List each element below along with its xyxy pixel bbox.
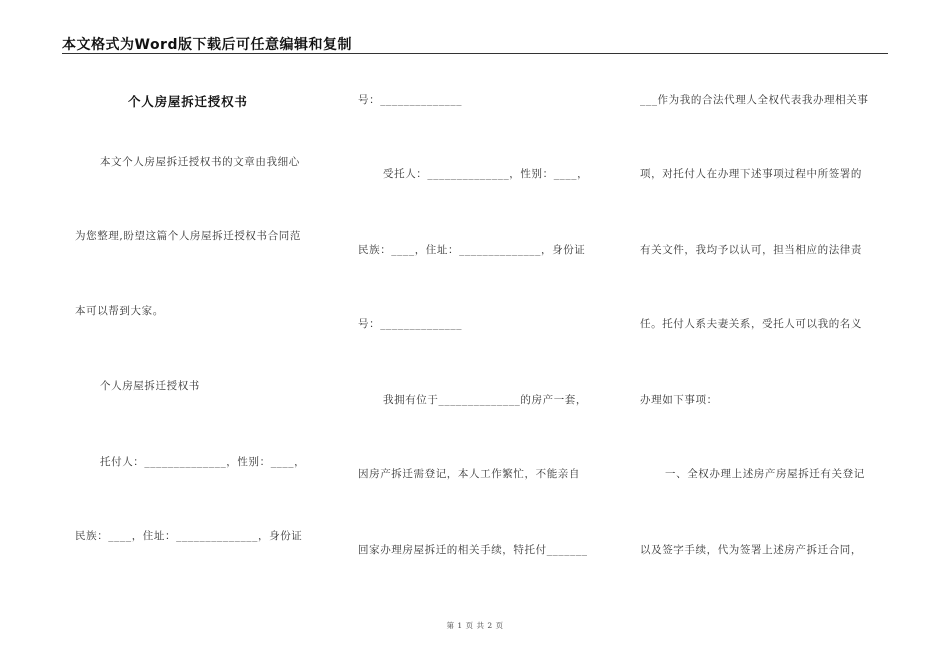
paragraph-line: 本文个人房屋拆迁授权书的文章由我细心 xyxy=(100,156,300,168)
paragraph-line: 一、全权办理上述房产房屋拆迁有关登记 xyxy=(665,468,865,480)
paragraph-line: 号：______________ xyxy=(358,318,463,330)
section-heading: 个人房屋拆迁授权书 xyxy=(100,380,200,392)
page-number: 第 1 页 共 2 页 xyxy=(446,621,504,630)
paragraph-line: 任。托付人系夫妻关系，受托人可以我的名义 xyxy=(640,318,862,330)
paragraph-line: 为您整理,盼望这篇个人房屋拆迁授权书合同范 xyxy=(75,230,301,242)
paragraph-line: 民族：____，住址：______________，身份证 xyxy=(75,530,303,542)
paragraph-line: 有关文件，我均予以认可，担当相应的法律责 xyxy=(640,244,862,256)
paragraph-line: 号：______________ xyxy=(358,94,463,106)
paragraph-line: 民族：____，住址：______________，身份证 xyxy=(358,244,586,256)
paragraph-line: 以及签字手续，代为签署上述房产拆迁合同， xyxy=(640,544,862,556)
paragraph-line: ___作为我的合法代理人全权代表我办理相关事 xyxy=(640,94,869,106)
paragraph-line: 因房产拆迁需登记，本人工作繁忙，不能亲自 xyxy=(358,468,580,480)
document-title: 个人房屋拆迁授权书 xyxy=(128,94,248,109)
document-header: 本文格式为Word版下载后可任意编辑和复制 xyxy=(62,37,352,53)
paragraph-line: 本可以帮到大家。 xyxy=(75,305,164,317)
paragraph-line: 受托人：______________，性别：____， xyxy=(383,168,589,180)
paragraph-line: 回家办理房屋拆迁的相关手续，特托付_______ xyxy=(358,544,588,556)
paragraph-line: 项，对托付人在办理下述事项过程中所签署的 xyxy=(640,168,862,180)
header-divider xyxy=(62,53,888,54)
paragraph-line: 办理如下事项： xyxy=(640,394,718,406)
paragraph-line: 我拥有位于______________的房产一套， xyxy=(383,394,587,406)
paragraph-line: 托付人：______________，性别：____， xyxy=(100,456,306,468)
